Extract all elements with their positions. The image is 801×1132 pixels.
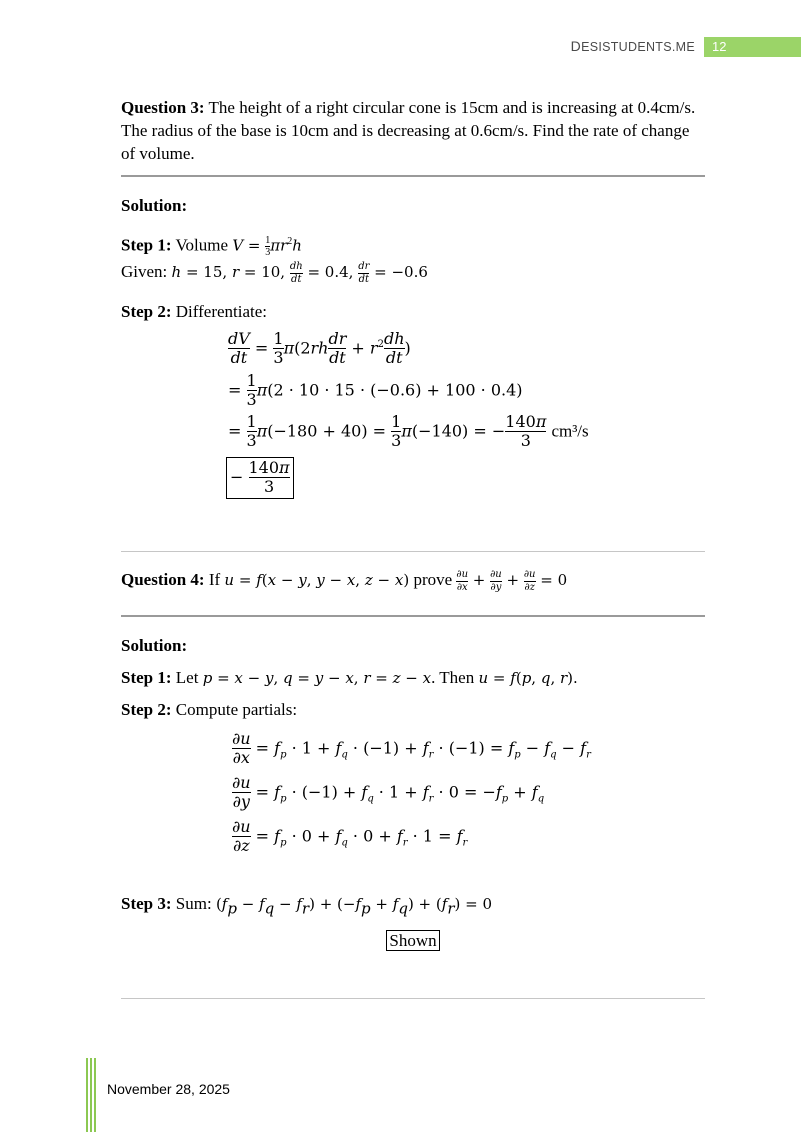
q3-given: Given: h = 15, r = 10, $\frac{dh}{dt}$ = 0.4, $\frac{dr}{dt}$ = −0.6 <box>121 261 428 285</box>
equation-line: $\frac{\partial u}{\partial x}$ = $f_p \cdot 1 + f_q \cdot (-1) + f_r \cdot (-1) = f_p - f_q - f_r$ <box>232 729 591 768</box>
divider <box>121 615 705 617</box>
shown-box: Shown <box>121 929 705 952</box>
solution-heading: Solution: <box>121 196 188 215</box>
q3-step-1: Step 1: Volume V = $\frac{1}{3}$ $\pi r^2h$ <box>121 234 302 259</box>
q4-step-2: Step 2: Compute partials: <box>121 700 298 719</box>
solution-heading: Solution: <box>121 636 188 655</box>
page-number-badge: 12 <box>704 37 801 57</box>
footer-date: November 28, 2025 <box>107 1081 230 1097</box>
site-name: DESISTUDENTS.ME <box>570 38 695 54</box>
question-3: Question 3: The height of a right circular cone is 15cm and is increasing at 0.4cm/s. The radius of the base is 10cm and is decreasing at 0.6cm/s. Find the rate of change of volume. <box>121 98 696 163</box>
q4-step-1: Step 1: Let p = x − y, q = y − x, r = z − x. Then u = f(p, q, r). <box>121 668 578 687</box>
divider <box>121 551 705 552</box>
q4-step-3: Step 3: Sum: $(f_p - f_q - f_r) + (-f_p + f_q) + (f_r) = 0$ <box>121 894 492 918</box>
footer-accent-bars <box>86 1058 96 1132</box>
q3-step-2: Step 2: Differentiate: <box>121 302 268 321</box>
boxed-answer: − $\frac{140\pi}{3}$ <box>226 457 294 499</box>
divider <box>121 175 705 177</box>
equation-line: $\frac{\partial u}{\partial z}$ = $f_p \cdot 0 + f_q \cdot 0 + f_r \cdot 1 = f_r$ <box>232 817 468 856</box>
question-4: Question 4: If u = f(x − y, y − x, z − x) prove $\frac{\partial u}{\partial x}$ + $\frac{\partial u}{\partial y}$ + $\frac{\partial u}{\partial z}$ = 0 <box>121 569 568 593</box>
equation-line: $\frac{dV}{dt}$ = $\frac{1}{3}$ π(2rh $\frac{dr}{dt}$ + $r^2$ $\frac{dh}{dt}$ ) <box>228 329 411 368</box>
divider <box>121 998 705 999</box>
equation-line: = $\frac{1}{3}$ π(2 · 10 · 15 · (−0.6) + 100 · 0.4) <box>228 371 523 410</box>
equation-line: $\frac{\partial u}{\partial y}$ = $f_p \cdot (-1) + f_q \cdot 1 + f_r \cdot 0 = -f_p + f_q$ <box>232 773 545 812</box>
equation-line: = $\frac{1}{3}$ π(−180 + 40) = $\frac{1}{3}$ π(−140) = − $\frac{140\pi}{3}$ cm³/s <box>228 412 589 451</box>
